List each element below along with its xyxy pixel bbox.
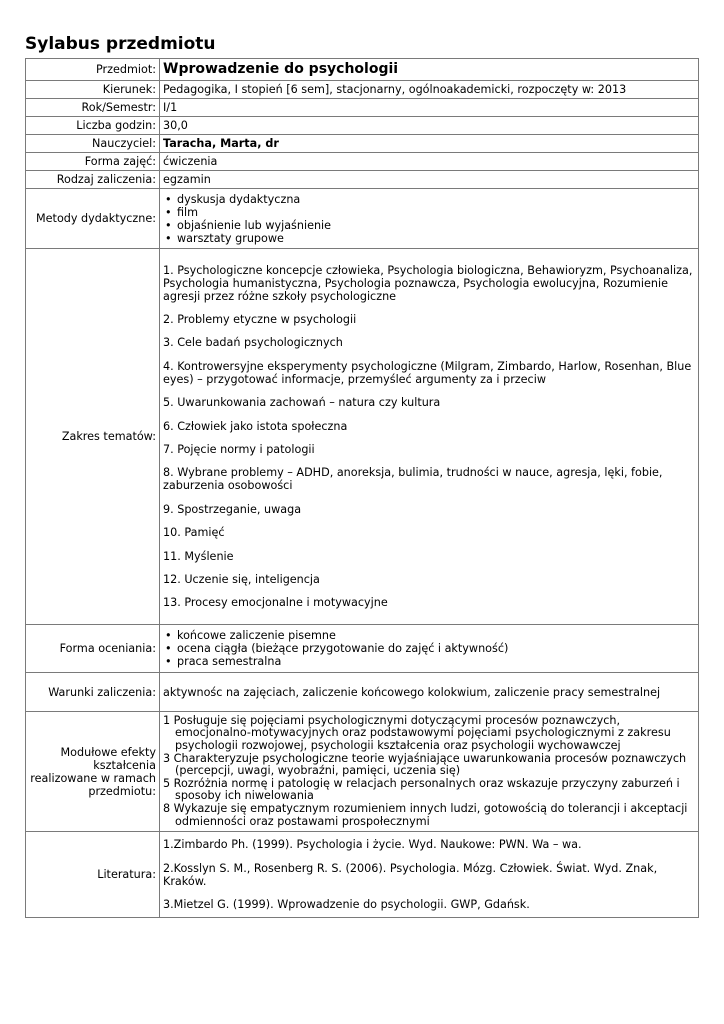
label-metody: Metody dydaktyczne:	[26, 189, 160, 249]
value-kierunek: Pedagogika, I stopień [6 sem], stacjonarny, ogólnoakademicki, rozpoczęty w: 2013	[160, 81, 699, 99]
label-warunki: Warunki zaliczenia:	[26, 673, 160, 712]
topic-item: 13. Procesy emocjonalne i motywacyjne	[163, 596, 388, 610]
label-zakres: Zakres tematów:	[26, 249, 160, 625]
value-metody	[160, 189, 699, 249]
topic-item: 7. Pojęcie normy i patologii	[163, 443, 315, 456]
value-literatura	[160, 832, 699, 918]
value-rok: I/1	[160, 99, 699, 117]
label-rok: Rok/Semestr:	[26, 99, 160, 117]
topic-item: 2. Problemy etyczne w psychologii	[163, 313, 357, 327]
value-ocenianie	[160, 625, 699, 673]
topic-item: 8. Wybrane problemy – ADHD, anoreksja, bulimia, trudności w nauce, agresja, lęki, fobie, zaburzenia osobowości	[163, 466, 663, 493]
efekty-list	[163, 715, 695, 828]
value-godziny: 30,0	[160, 117, 699, 135]
value-nauczyciel: Taracha, Marta, dr	[160, 135, 699, 153]
ocenianie-list	[163, 629, 695, 668]
literature-item: 3.Mietzel G. (1999). Wprowadzenie do psychologii. GWP, Gdańsk.	[163, 898, 530, 911]
row-rok	[26, 99, 699, 117]
topic-item: 1. Psychologiczne koncepcje człowieka, Psychologia biologiczna, Behawioryzm, Psychoanaliza, Psychologia humanistyczna, Psychologia poznawcza, Psychologia ewolucyjna, Rozumienie agresji przez różne szkoły psychologiczne	[163, 263, 693, 303]
list-item: 1 Posługuje się pojęciami psychologicznymi dotyczącymi procesów poznawczych, emocjonalno-motywacyjnych oraz podstawowymi pojęciami psychologicznymi z zakresu psychologii rozwojowej, psychologii kształcenia oraz psychologii wychowawczej	[163, 713, 671, 753]
row-zakres	[26, 249, 699, 625]
list-item: • końcowe zaliczenie pisemne	[163, 629, 695, 642]
row-nauczyciel	[26, 135, 699, 153]
row-rodzaj	[26, 171, 699, 189]
row-warunki	[26, 673, 699, 712]
literature-item: 2.Kosslyn S. M., Rosenberg R. S. (2006). Psychologia. Mózg. Człowiek. Świat. Wyd. Znak, Kraków.	[163, 861, 658, 888]
row-kierunek	[26, 81, 699, 99]
value-efekty	[160, 712, 699, 832]
row-literatura	[26, 832, 699, 918]
label-rodzaj: Rodzaj zaliczenia:	[26, 171, 160, 189]
label-nauczyciel: Nauczyciel:	[26, 135, 160, 153]
literature-item: 1.Zimbardo Ph. (1999). Psychologia i życie. Wyd. Naukowe: PWN. Wa – wa.	[163, 838, 582, 851]
value-forma: ćwiczenia	[160, 153, 699, 171]
label-literatura: Literatura:	[26, 832, 160, 918]
topic-item: 11. Myślenie	[163, 549, 234, 563]
topic-item: 12. Uczenie się, inteligencja	[163, 572, 320, 586]
label-efekty: Modułowe efekty kształcenia realizowane w ramach przedmiotu:	[26, 712, 160, 832]
topic-item: 4. Kontrowersyjne eksperymenty psychologiczne (Milgram, Zimbardo, Harlow, Rosenhan, Blue eyes) – przygotować informacje, przemyśleć argumenty za i przeciw	[163, 359, 692, 386]
page-title: Sylabus przedmiotu	[25, 34, 216, 54]
row-godziny	[26, 117, 699, 135]
label-przedmiot: Przedmiot:	[26, 59, 160, 81]
value-przedmiot: Wprowadzenie do psychologii	[160, 59, 699, 81]
list-item: • praca semestralna	[163, 655, 695, 668]
label-kierunek: Kierunek:	[26, 81, 160, 99]
row-ocenianie	[26, 625, 699, 673]
value-warunki: aktywnośc na zajęciach, zaliczenie końcowego kolokwium, zaliczenie pracy semestralnej	[160, 673, 699, 712]
topic-item: 5. Uwarunkowania zachowań – natura czy kultura	[163, 396, 441, 410]
list-item: • ocena ciągła (bieżące przygotowanie do zajęć i aktywność)	[163, 642, 695, 655]
row-przedmiot	[26, 59, 699, 81]
row-metody	[26, 189, 699, 249]
list-item: • objaśnienie lub wyjaśnienie	[163, 219, 695, 232]
topic-item: 10. Pamięć	[163, 526, 225, 540]
row-forma	[26, 153, 699, 171]
list-item: 8 Wykazuje się empatycznym rozumieniem innych ludzi, gotowością do tolerancji i akceptacji odmienności oraz postawami prospołecznymi	[163, 801, 688, 828]
list-item: • warsztaty grupowe	[163, 232, 695, 245]
value-rodzaj: egzamin	[160, 171, 699, 189]
syllabus-table	[25, 58, 699, 918]
metody-list	[163, 193, 695, 245]
row-efekty	[26, 712, 699, 832]
label-forma: Forma zajęć:	[26, 153, 160, 171]
list-item: 5 Rozróżnia normę i patologię w relacjach personalnych oraz wskazuje przyczyny zaburzeń i sposoby ich niwelowania	[163, 776, 680, 803]
topic-item: 9. Spostrzeganie, uwaga	[163, 502, 302, 516]
topic-item: 3. Cele badań psychologicznych	[163, 336, 343, 350]
label-ocenianie: Forma oceniania:	[26, 625, 160, 673]
label-godziny: Liczba godzin:	[26, 117, 160, 135]
topic-item: 6. Człowiek jako istota społeczna	[163, 419, 348, 433]
value-zakres	[160, 249, 699, 625]
list-item: 3 Charakteryzuje psychologiczne teorie wyjaśniające uwarunkowania procesów poznawczych (percepcji, uwagi, wyobraźni, pamięci, uczenia się)	[163, 751, 687, 778]
list-item: • dyskusja dydaktyczna	[163, 193, 695, 206]
list-item: • film	[163, 206, 695, 219]
